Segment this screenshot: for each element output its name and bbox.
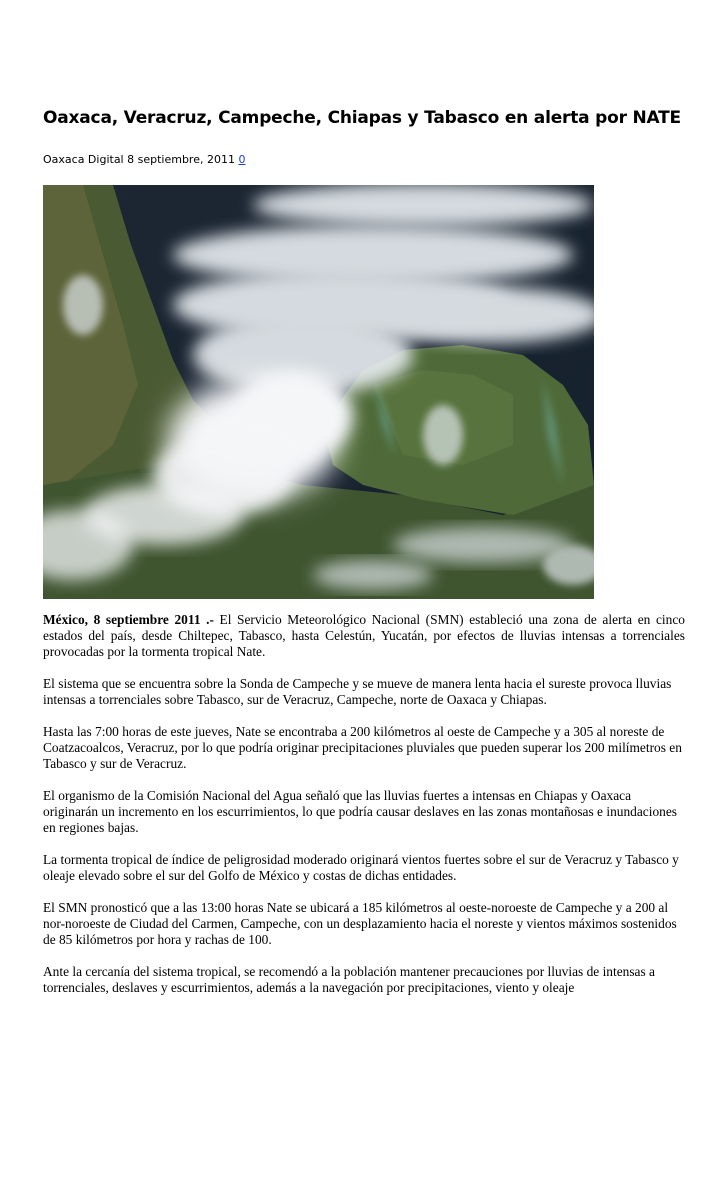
lead-dateline: México, 8 septiembre 2011 .- [43,612,214,627]
comments-count-link[interactable]: 0 [238,153,246,166]
article-source: Oaxaca Digital [43,153,124,166]
lead-paragraph [43,612,685,660]
article-title: Oaxaca, Veracruz, Campeche, Chiapas y Tabasco en alerta por NATE [43,108,681,128]
body-paragraph: Ante la cercanía del sistema tropical, se recomendó a la población mantener precauciones por lluvias de intensas a torrenciales, deslaves y escurrimientos, además a la navegación por precipitaciones, viento y oleaje [43,964,656,995]
lead-text: El Servicio Meteorológico Nacional (SMN) estableció una zona de alerta en cinco estados del país, desde Chiltepec, Tabasco, hasta Celestún, Yucatán, por efectos de lluvias intensas a torrenciales provocadas por la tormenta tropical Nate. [43,612,685,659]
body-paragraph: Hasta las 7:00 horas de este jueves, Nate se encontraba a 200 kilómetros al oeste de Campeche y a 305 al noreste de Coatzacoalcos, Veracruz, por lo que podría originar precipitaciones pluviales que pueden superar los 200 milímetros en Tabasco y sur de Veracruz. [43,724,682,771]
satellite-image-icon [43,185,594,599]
article-body [43,612,685,1012]
body-paragraph: El organismo de la Comisión Nacional del Agua señaló que las lluvias fuertes a intensas en Chiapas y Oaxaca originarán un incremento en los escurrimientos, lo que podría causar deslaves en las zonas montañosas e inundaciones en regiones bajas. [43,788,678,835]
body-paragraph: El SMN pronosticó que a las 13:00 horas Nate se ubicará a 185 kilómetros al oeste-noroeste de Campeche y a 200 al nor-noroeste de Ciudad del Carmen, Campeche, con un desplazamiento hacia el noreste y vientos máximos sostenidos de 85 kilómetros por hora y rachas de 100. [43,900,677,947]
body-paragraph: La tormenta tropical de índice de peligrosidad moderado originará vientos fuertes sobre el sur de Veracruz y Tabasco y oleaje elevado sobre el sur del Golfo de México y costas de dichas entidades. [43,852,679,883]
body-paragraph: El sistema que se encuentra sobre la Sonda de Campeche y se mueve de manera lenta hacia el sureste provoca lluvias intensas a torrenciales sobre Tabasco, sur de Veracruz, Campeche, norte de Oaxaca y Chiapas. [43,676,672,707]
byline [43,153,245,166]
satellite-image [43,185,594,599]
article-date: 8 septiembre, 2011 [127,153,235,166]
